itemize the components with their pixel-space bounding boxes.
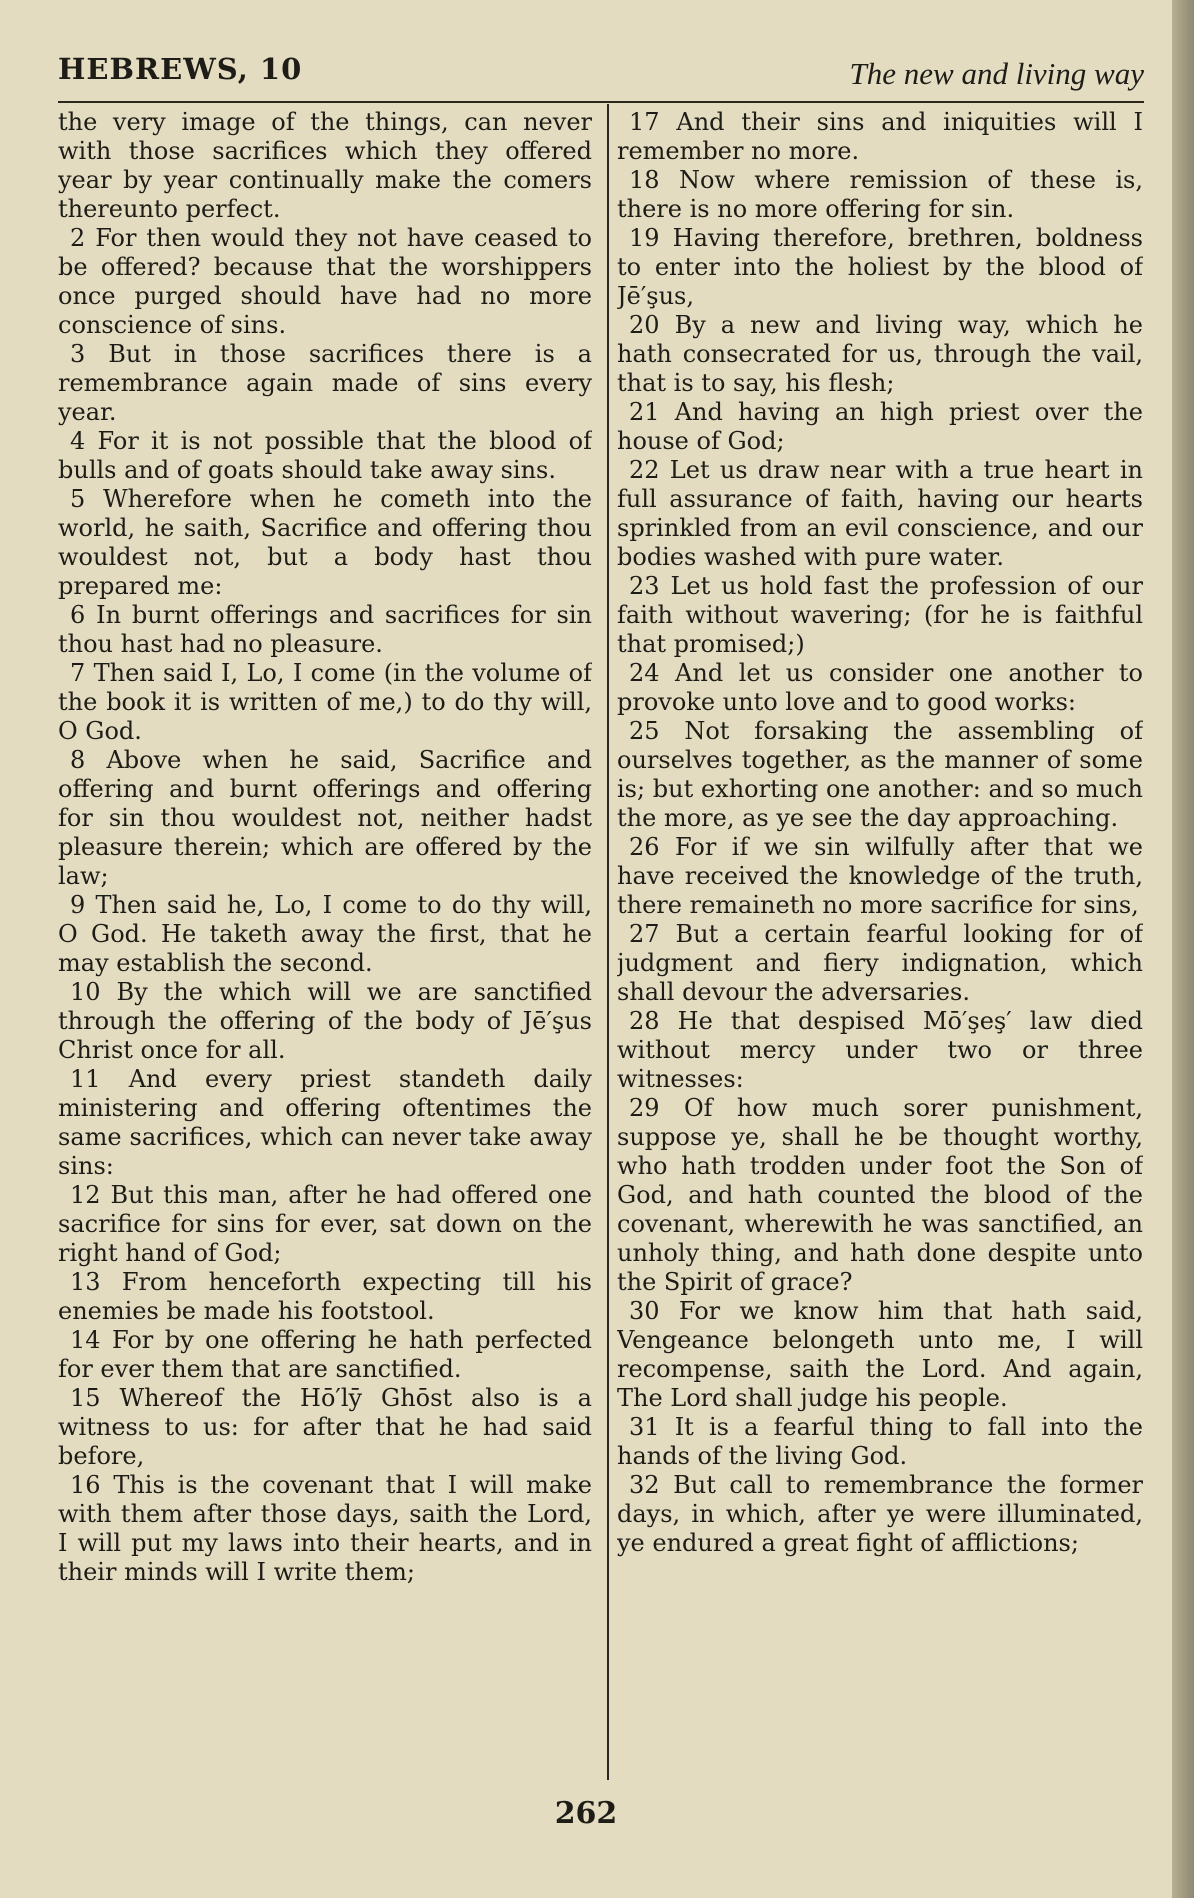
verse <box>58 1384 592 1471</box>
verse <box>58 1326 592 1384</box>
verse-text: Let us hold fast the profession of our faith without wavering; (for he is faithful that promised;) <box>617 572 1143 658</box>
verse-text: And let us consider one another to provoke unto love and to good works: <box>617 659 1143 716</box>
column-divider <box>607 104 609 1780</box>
verse-number: 8 <box>70 746 86 774</box>
verse <box>58 601 592 659</box>
verse-text: But in those sacrifices there is a remembrance again made of sins every year. <box>58 340 592 426</box>
verse-number: 32 <box>629 1471 660 1499</box>
verse <box>617 833 1143 920</box>
verse-number: 14 <box>70 1326 101 1354</box>
verse-text: But a certain fearful looking for of judgment and fiery indignation, which shall devour the adversaries. <box>617 920 1143 1006</box>
verse-number: 13 <box>70 1268 101 1296</box>
verse-text: And every priest standeth daily ministering and offering oftentimes the same sacrifices, which can never take away sins: <box>58 1065 592 1180</box>
verse-number: 19 <box>629 224 660 252</box>
verse-text: For it is not possible that the blood of bulls and of goats should take away sins. <box>58 427 592 484</box>
page-number: 262 <box>554 1796 618 1831</box>
verse <box>58 978 592 1065</box>
verse-text: the very image of the things, can never with those sacrifices which they offered year by year continually make the comers thereunto perfect. <box>58 108 592 223</box>
verse-text: Then said I, Lo, I come (in the volume of the book it is written of me,) to do thy will, O God. <box>58 659 592 745</box>
verse-number: 6 <box>70 601 86 629</box>
verse <box>617 572 1143 659</box>
verse <box>58 108 592 224</box>
verse <box>617 1297 1143 1413</box>
verse-number: 27 <box>629 920 660 948</box>
verse <box>617 1094 1143 1297</box>
verse-number: 20 <box>629 311 660 339</box>
verse-number: 21 <box>629 398 660 426</box>
verse <box>617 398 1143 456</box>
verse-number: 22 <box>629 456 660 484</box>
verse-number: 26 <box>629 833 660 861</box>
verse-number: 28 <box>629 1007 660 1035</box>
verse-text: It is a fearful thing to fall into the hands of the living God. <box>617 1413 1143 1470</box>
verse-number: 4 <box>70 427 86 455</box>
verse-text: Whereof the Hō′lȳ Ghōst also is a witness to us: for after that he had said before, <box>58 1384 592 1470</box>
verse-text: And their sins and iniquities will I remember no more. <box>617 108 1143 165</box>
left-column <box>58 108 592 1778</box>
verse <box>58 224 592 340</box>
verse <box>58 659 592 746</box>
verse <box>617 659 1143 717</box>
verse-text: By the which will we are sanctified through the offering of the body of Jē′şus Christ once for all. <box>58 978 592 1064</box>
verse <box>617 166 1143 224</box>
verse-text: For if we sin wilfully after that we have received the knowledge of the truth, there remaineth no more sacrifice for sins, <box>617 833 1143 919</box>
verse-text: Having therefore, brethren, boldness to enter into the holiest by the blood of Jē′şus, <box>617 224 1143 310</box>
verse-number: 7 <box>70 659 86 687</box>
verse <box>58 427 592 485</box>
verse-number: 2 <box>70 224 86 252</box>
verse <box>58 1065 592 1181</box>
header-rule <box>58 101 1144 103</box>
verse-text: By a new and living way, which he hath consecrated for us, through the vail, that is to say, his flesh; <box>617 311 1143 397</box>
verse-text: But this man, after he had offered one sacrifice for sins for ever, sat down on the right hand of God; <box>58 1181 592 1267</box>
verse-number: 3 <box>70 340 86 368</box>
verse <box>58 746 592 891</box>
right-column <box>617 108 1143 1778</box>
verse-text: Then said he, Lo, I come to do thy will, O God. He taketh away the first, that he may establish the second. <box>58 891 592 977</box>
verse-number: 18 <box>629 166 660 194</box>
topic-heading: The new and living way <box>849 56 1144 91</box>
verse-text: For then would they not have ceased to be offered? because that the worshippers once purged should have had no more conscience of sins. <box>58 224 592 339</box>
verse-number: 9 <box>70 891 86 919</box>
verse <box>617 1471 1143 1558</box>
verse-text: For we know him that hath said, Vengeance belongeth unto me, I will recompense, saith the Lord. And again, The Lord shall judge his people. <box>617 1297 1143 1412</box>
verse-text: Not forsaking the assembling of ourselves together, as the manner of some is; but exhorting one another: and so much the more, as ye see the day approaching. <box>617 717 1143 832</box>
verse-text: Let us draw near with a true heart in full assurance of faith, having our hearts sprinkled from an evil conscience, and our bodies washed with pure water. <box>617 456 1143 571</box>
book-page-edge <box>1172 0 1194 1898</box>
verse-text: Wherefore when he cometh into the world, he saith, Sacrifice and offering thou wouldest not, but a body hast thou prepared me: <box>58 485 592 600</box>
verse <box>58 1181 592 1268</box>
verse-text: In burnt offerings and sacrifices for sin thou hast had no pleasure. <box>58 601 592 658</box>
verse-number: 11 <box>70 1065 101 1093</box>
verse <box>58 485 592 601</box>
verse-text: But call to remembrance the former days, in which, after ye were illuminated, ye endured a great fight of afflictions; <box>617 1471 1143 1557</box>
verse-number: 30 <box>629 1297 660 1325</box>
verse <box>58 1471 592 1587</box>
running-header <box>58 52 1144 98</box>
verse-text: Above when he said, Sacrifice and offering and burnt offerings and offering for sin thou wouldest not, neither hadst pleasure therein; which are offered by the law; <box>58 746 592 890</box>
verse <box>58 891 592 978</box>
verse-number: 12 <box>70 1181 101 1209</box>
verse <box>617 108 1143 166</box>
verse-text: Now where remission of these is, there is no more offering for sin. <box>617 166 1143 223</box>
verse-number: 16 <box>70 1471 101 1499</box>
verse-text: Of how much sorer punishment, suppose ye, shall he be thought worthy, who hath trodden under foot the Son of God, and hath counted the blood of the covenant, wherewith he was sanctified, an unholy thing, and hath done despite unto the Spirit of grace? <box>617 1094 1143 1296</box>
verse <box>58 340 592 427</box>
verse <box>617 456 1143 572</box>
verse-number: 31 <box>629 1413 660 1441</box>
verse-number: 5 <box>70 485 86 513</box>
verse-text: From henceforth expecting till his enemies be made his footstool. <box>58 1268 592 1325</box>
verse-number: 29 <box>629 1094 660 1122</box>
verse-number: 10 <box>70 978 101 1006</box>
verse-number: 23 <box>629 572 660 600</box>
verse-text: And having an high priest over the house of God; <box>617 398 1143 455</box>
verse-number: 24 <box>629 659 660 687</box>
verse-text: For by one offering he hath perfected for ever them that are sanctified. <box>58 1326 592 1383</box>
verse <box>617 1007 1143 1094</box>
verse <box>617 717 1143 833</box>
verse <box>617 1413 1143 1471</box>
verse <box>617 920 1143 1007</box>
verse <box>58 1268 592 1326</box>
verse-text: This is the covenant that I will make with them after those days, saith the Lord, I will put my laws into their hearts, and in their minds will I write them; <box>58 1471 592 1586</box>
verse <box>617 311 1143 398</box>
verse-number: 17 <box>629 108 660 136</box>
verse <box>617 224 1143 311</box>
verse-number: 25 <box>629 717 660 745</box>
verse-text: He that despised Mō′şeş′ law died without mercy under two or three witnesses: <box>617 1007 1143 1093</box>
book-chapter-heading: HEBREWS, 10 <box>58 52 303 86</box>
verse-number: 15 <box>70 1384 101 1412</box>
